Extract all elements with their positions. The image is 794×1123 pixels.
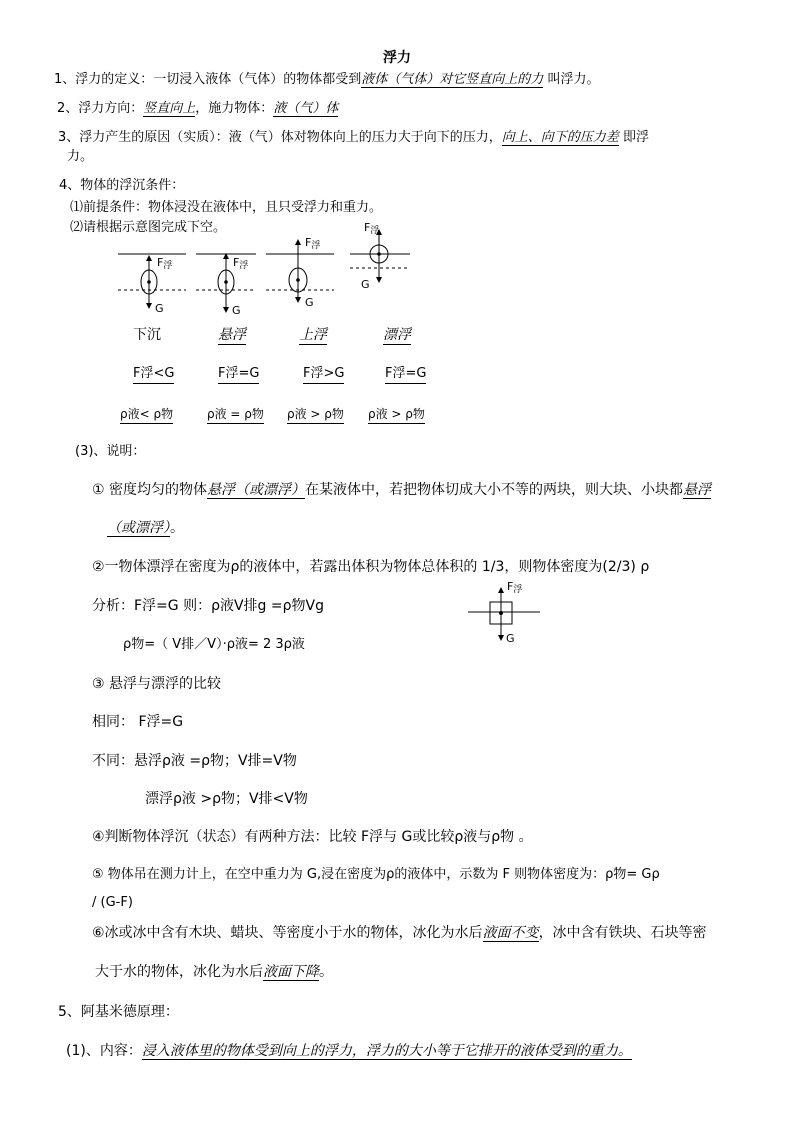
force-sink: F浮<G	[133, 365, 174, 384]
page-title: 浮力	[383, 50, 411, 66]
s1-text: 1、浮力的定义：一切浸入液体（气体）的物体都受到	[54, 72, 362, 87]
section-2	[57, 100, 338, 118]
force-suspend: F浮=G	[218, 365, 259, 384]
diagram-float	[350, 232, 410, 280]
note-6-cont	[95, 963, 333, 981]
note-2: ②一物体漂浮在密度为ρ的液体中，若露出体积为物体总体积的 1/3，则物体密度为(2/3) ρ	[92, 559, 650, 575]
note-6-text: ⑥冰或冰中含有木块、蜡块、等密度小于水的物体，冰化为水后	[92, 925, 483, 941]
note-1-answer-2: 悬浮	[683, 482, 712, 498]
explain-head: (3)、说明：	[75, 444, 146, 459]
s2-text: 2、浮力方向：	[57, 101, 144, 116]
note-1	[92, 481, 711, 499]
note-6-answer-1: 液面不变	[482, 925, 539, 941]
s5-p1-answer: 浸入液体里的物体受到向上的浮力，浮力的大小等于它排开的液体受到的重力。	[141, 1043, 632, 1059]
analysis-line-2: ρ物=（ V排／V）·ρ液= 2 3ρ液	[123, 637, 305, 652]
note-6-answer-2: 液面下降	[263, 964, 319, 980]
density-rise: ρ液 > ρ物	[287, 405, 344, 424]
section-5-head: 5、阿基米德原理：	[58, 1004, 179, 1020]
density-float: ρ液 > ρ物	[368, 405, 425, 424]
label-g-sink: G	[155, 302, 164, 315]
s2-answer-1: 竖直向上	[143, 101, 196, 116]
s3-text: 3、浮力产生的原因（实质）：液（气）体对物体向上的压力大于向下的压力，	[58, 130, 502, 145]
note-1-mid: 在某液体中，若把物体切成大小不等的两块，则大块、小块都	[305, 482, 684, 498]
buoyancy-diagram	[0, 220, 794, 340]
analysis-line-1	[92, 597, 324, 615]
s3-answer: 向上、向下的压力差	[501, 130, 619, 145]
section-3	[58, 129, 649, 147]
note-5: ⑤ 物体吊在测力计上，在空中重力为 G,浸在密度为ρ的液体中，示数为 F 则物体密度为：ρ物= Gρ	[92, 867, 660, 882]
label-f-suspend: $F_浮$	[233, 256, 249, 271]
force-float: F浮=G	[385, 365, 426, 384]
s2-mid: ，施力物体：	[195, 101, 274, 116]
compare-same: 相同： F浮=G	[92, 714, 184, 730]
compare-diff-2: 漂浮ρ液 >ρ物；V排<V物	[145, 791, 308, 807]
label-f-sink: $F_浮$	[157, 256, 173, 271]
section-4-p2: ⑵请根据示意图完成下空。	[70, 220, 227, 235]
s3-tail: 即浮	[622, 130, 649, 145]
state-rise: 上浮	[299, 327, 327, 343]
note-4: ④判断物体浮沉（状态）有两种方法：比较 F浮与 G或比较ρ液与ρ物 。	[92, 829, 533, 845]
section-5-p1	[66, 1042, 632, 1060]
analysis-label: 分析：	[92, 598, 134, 614]
label-f-float: $F_浮$	[364, 221, 380, 236]
density-sink: ρ液< ρ物	[120, 405, 173, 424]
state-sink: 下沉	[133, 327, 161, 343]
label-g-rise: G	[305, 296, 314, 309]
note-1-text: ① 密度均匀的物体	[92, 482, 208, 498]
s2-answer-2: 液（气）体	[273, 101, 339, 116]
note-6	[92, 924, 707, 942]
note-1-end: 。	[170, 520, 184, 536]
state-suspend: 悬浮	[218, 327, 246, 343]
s1-tail: 叫浮力。	[547, 72, 600, 87]
note-1-answer: 悬浮（或漂浮）	[207, 482, 306, 498]
label-g-float: G	[361, 278, 370, 291]
note-5-cont: / (G-F)	[92, 895, 133, 910]
float-diagram-g-label: G	[506, 632, 515, 645]
note-6-cont-text: 大于水的物体，冰化为水后	[95, 964, 263, 980]
force-rise: F浮>G	[303, 365, 344, 384]
label-g-suspend: G	[232, 304, 241, 317]
s1-answer: 液体（气体）对它竖直向上的力	[361, 72, 544, 87]
note-3: ③ 悬浮与漂浮的比较	[92, 676, 222, 692]
note-1-answer-3: （或漂浮）	[107, 520, 170, 536]
section-1	[54, 71, 599, 89]
float-diagram-f-label: $F_浮$	[507, 580, 523, 595]
note-1-cont	[107, 519, 184, 537]
section-4-p1: ⑴前提条件：物体浸没在液体中，且只受浮力和重力。	[70, 200, 383, 215]
s5-p1-text: (1)、内容：	[66, 1043, 142, 1059]
compare-diff-1: 不同：悬浮ρ液 =ρ物；V排=V物	[92, 753, 297, 769]
section-3-cont: 力。	[67, 149, 94, 164]
note-6-mid: ，冰中含有铁块、石块等密	[538, 925, 707, 941]
diagram-sink	[118, 254, 186, 306]
label-f-rise: $F_浮$	[305, 236, 321, 251]
analysis-eq-1: F浮=G 则：ρ液V排g =ρ物Vg	[134, 598, 324, 614]
diagram-rise	[266, 242, 334, 300]
section-4-head: 4、物体的浮沉条件：	[59, 178, 185, 193]
state-float: 漂浮	[383, 327, 411, 343]
note-6-end: 。	[319, 964, 333, 980]
density-suspend: ρ液 = ρ物	[207, 405, 264, 424]
